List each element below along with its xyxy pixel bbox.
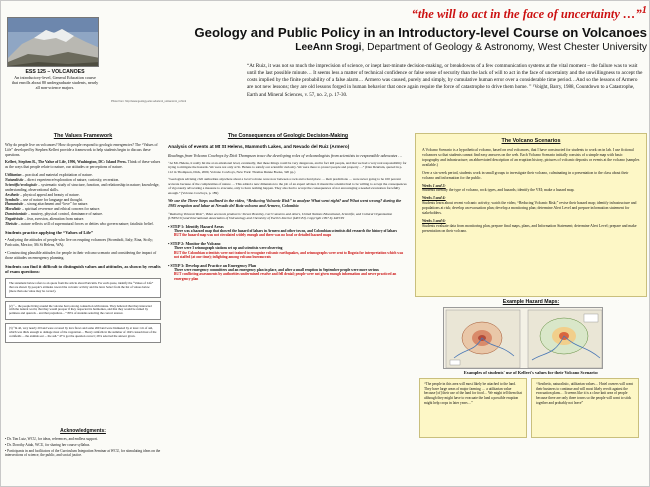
exam-question-text: (2) “... the people living around the volcano had a strong connection with nature. They believed that they interacted with the natural world, that they would prosper if they respected its harmonies, and that they would be ruined by pettiness and quarrels – and that prejudices…” 80% of students selecting the correct answer. <box>9 303 152 316</box>
value-name: Dominionistic <box>5 212 28 217</box>
values-list <box>5 173 161 226</box>
value-name: Theistic <box>5 221 18 226</box>
value-desc: – systematic study of structure, function, and relationship in nature; knowledge, understanding, observational skills. <box>5 182 160 192</box>
video-reference: “Reducing Volcanic Risk”, Video accounts producers: Steven Brantley, Carl Cameron and others, United Nations Educational, Scientific, and Cultural Organization (UNESCO) and International Association of Volcanology and Chemistry of Earth's Interior (IAVCEI). Copyright 1997 by IAVCEI <box>168 211 393 221</box>
weeks-block <box>422 196 640 216</box>
value-desc: – use of nature for language and thought. <box>20 197 83 202</box>
step-3-title: • STEP 3: Develop and Practice an Emergency Plan <box>168 262 257 268</box>
practice-item: • Constructing plausible attitudes for people in their volcano scenario and considering the impact of those attitudes on emergency planning. <box>5 251 157 260</box>
poster-main-title: Geology and Public Policy in an Introductory-level Course on Volcanoes <box>194 25 647 40</box>
scenario-description-2: Over a six-week period, students work in small groups to investigate their volcano, culminating in a presentation to the class about their volcano and information for the public. <box>422 170 629 180</box>
value-desc: – mastery, physical control, dominance of nature. <box>28 212 104 217</box>
values-intro: Why do people live on volcanoes? How do people respond to geologic emergencies? The “Values of Life” developed by Stephen Kellert provide a framework to help students begin to discuss these questions. <box>5 142 158 157</box>
step-3-wrong: BUT conflicting assessments by authorities undermined resolve and fell denial; people were not given enough information and never practiced an emergency plan <box>174 272 397 282</box>
kellert-examples-heading: Examples of students' use of Kellert's values for their Volcano Scenario: <box>463 370 599 375</box>
weeks-text: Students identify the type of volcano, rock types, and hazards; identify the VEI; make a hazard map. <box>422 188 575 193</box>
volcano-scenarios-panel <box>415 133 647 297</box>
course-title: ESS 125 – VOLCANOES <box>25 69 85 75</box>
value-name: Moralistic <box>5 207 22 212</box>
practice-heading: Students practice applying the “Values of Life” <box>5 229 94 235</box>
value-desc: – fear, aversion, alienation from nature. <box>24 216 85 221</box>
value-name: Symbolic <box>5 197 20 202</box>
acknowledgment-item: • Participants in and facilitators of the Curriculum Integration Seminar at WCU, for stimulating ideas on the intersections of science, the public, and social justice. <box>5 449 161 457</box>
exam-question-box: The statement below refers to an quote from the article about Parícutin. For each quote, identify the “Values of Life” that are shown by people’s attitudes toward the volcanic activity and the land. Select from the list of values below (more than one value may be correct). <box>5 278 161 298</box>
hazard-maps-heading: Example Hazard Maps: <box>502 299 560 305</box>
weeks-title: Weeks 5 and 6: <box>422 219 446 224</box>
exam-heading: Students can find it difficult to distinguish values and attitudes, as shown by results of exam questions: <box>5 263 161 275</box>
value-desc: – nature reflects will of supernatural forces or deities who govern nature; fatalistic belief. <box>18 221 154 226</box>
practice-item: • Analyzing the attitudes of people who live on erupting volcanoes (Stromboli, Italy; Etna, Sicily; Parícutin, Mexico; Mt St Helens, WA). <box>5 238 154 248</box>
student-example-box: “Aesthetic, naturalistic, utilitarian values… Hotel owners will want their business to continue and will most likely revolt against the evacuation plans… It seems like it is a close knit area of people because there are only three towns so the people will want to stick together and probably not leave” <box>531 378 639 438</box>
weeks-text: Students evaluate data from monitoring plan, prepare final maps, plans, and Information Statement; determine Alert Level; prepare and make presentation on their volcano. <box>422 224 637 233</box>
acknowledgment-item: • Dr. Tim Lutz, WCU, for ideas, references, and endless support. <box>5 437 98 441</box>
acknowledgments-heading: Acknowledgments: <box>60 428 106 434</box>
values-heading: The Values Framework <box>53 133 113 139</box>
photo-caption: Photo from: http://www.geology.wisc.edu/smit_volcano/mt_st.html <box>111 100 187 103</box>
value-item <box>5 222 161 227</box>
hazard-map-drawing <box>444 308 603 369</box>
cowboys-quote-2: “Geologists advising civil authorities anywhere about a local volcano were now between a rock and a hard place … their predictions … were never going to be 100 percent accurate because of the complexities of nature … This added a new dimension to the job of an expert adviser. It meant the scientist had to be willing to accept the consequences of vigorously advocating a measure to evacuate, only to have nothing happen. They also had to accept the consequences of not encouraging a needed evacuation forcefully enough.” (Volcano Cowboys, p. 189) <box>168 177 407 195</box>
value-item <box>5 183 161 193</box>
acknowledgments <box>5 428 161 459</box>
author-line <box>151 42 647 53</box>
step-2-wrong: BUT the Colombian scientists were not trained to recognize volcanic earthquakes, and seismographs were sent to Bogota for interpretation which was not staffed (at one time); infighting among volcano bureaucrats <box>174 250 404 260</box>
value-name: Aesthetic <box>5 192 20 197</box>
step-1-title: • STEP 1: Identify Hazard Areas <box>168 223 224 229</box>
step-2-title: • STEP 2: Monitor the Volcano <box>168 240 221 246</box>
hazard-map-image <box>443 307 603 369</box>
weeks-text: Students learn about recent volcanic activity; watch the video, “Reducing Volcanic Risk;” revise their hazard map; identify infrastructure and populations at risk; develop an evacuation plan; develop a monitoring plan; determine Alert Level and prepare information statement for stakeholders. <box>422 201 637 216</box>
student-example-box: “The people in this area will most likely be attached to the land. They have large areas of major farming … a utilitarian value because [of] their use of the land for food… We might tell them that although they might have to evacuate the land a possible eruption might help crops in later years…” <box>419 378 527 438</box>
author-name: LeeAnn Srogi <box>295 42 362 53</box>
exam-question-box <box>5 301 161 321</box>
step-1-right: There was a hazard map that showed the hazard of lahars in Armero and other towns, and Colombian scientists did research the history of lahars <box>174 228 397 233</box>
intro-quote-text: “At Ruiz, it was not so much the imprecision of science, or inept last-minute decision-making, or breakdowns of a few communication systems at the vital moment – the failure was to wait until the last possible minute… It seems less a matter of technical confidence or false sense of security than the lack of will to act in the face of uncertainty and the unwillingness to accept the costs implied by the finite probability of a false alarm… Armero was caused, purely and simply, by cumulative human error over a considerable time period…And so the lessons of Armero are not new lessons; they are old lessons forged in human behavior that once again require the force of catastrophe to drive them home. ” <box>247 63 643 91</box>
step-3-right: There were emergency committees and an emergency plan in place, and after a small eruption in September people were more serious <box>174 267 379 272</box>
value-desc: – physical appeal and beauty of nature. <box>20 192 80 197</box>
quote-title-text: “the will to act in the face of uncertainty …” <box>411 7 642 22</box>
exam-question-box <box>5 323 161 343</box>
weeks-title: Weeks 3 and 4: <box>422 196 446 201</box>
value-desc: – spiritual reverence and ethical concern for nature. <box>22 207 101 212</box>
kellert-citation: Kellert, Stephen R., The Value of Life, 1996, Washington, DC: Island Press. <box>5 160 127 165</box>
scenarios-heading: The Volcano Scenarios <box>501 138 561 144</box>
value-name: Utilitarian <box>5 173 22 178</box>
kellert-description: Think of these values as the ways that people relate to nature, our attitudes or perceptions of nature. <box>5 160 161 170</box>
scenario-description: A Volcano Scenario is a hypothetical volcano, based on real volcanoes, that I have constructed for students to work on in lab. I use fictional volcanoes so that students cannot find easy answers on the web. Each Volcano Scenario initially consists of a simple map with basic topography and infrastructure; an abbreviated description of an eruption history, pictures of volcanic deposits or events at the volcano (samples available.) <box>422 148 640 167</box>
step-1-wrong: BUT the hazard map was not circulated widely enough and there was no local or detailed hazard maps <box>174 233 332 238</box>
value-desc: – practical and material exploitation of nature. <box>22 173 93 178</box>
readings-intro: Readings from Volcano Cowboys by Dick Thompson trace the developing roles of volcanologists from scientists to responsible advocates … <box>168 152 403 158</box>
author-affiliation: , Department of Geology & Astronomy, West Chester University <box>361 42 647 53</box>
weeks-title: Weeks 1 and 2: <box>422 183 446 188</box>
value-desc: – direct experience/exploration of nature, curiosity, recreation. <box>24 178 120 183</box>
intro-quote <box>247 63 643 100</box>
exam-question-text: (3) “In all, very nearly 20 land were covered by lava flows and some 260 land were blanketed by at least 1 m of ash, which was thick enough to damage most of the vegetation… Heavy rainfalls in the summer of 1943 caused most of the cornfields ... the animals eat ... the ash.” 47% got the question correct; 26% selected the answer given. <box>9 326 157 338</box>
value-desc: – strong attachment and “love” for nature. <box>24 202 89 207</box>
poster-quote-title <box>331 5 647 22</box>
consequences-column <box>168 133 408 481</box>
cowboys-quote-1: “At Mt. Helens, it really hit me at an emotional level, eventually, that these things could be very dangerous, and in fact kill people, and that we had a very real responsibility for trying to mitigate the hazards. We were not only at St. Helens to satisfy our scientific curiosity. We were there to protect people and property …” (Dan Dzurisin, quoted in p. 112 in Thompson, Dick, 2000, Volcano Cowboys, New York: Thomas Dunne Books, 320 pp.) <box>168 161 407 174</box>
step-2-right: There were 3 seismograph stations set up and scientists were observing <box>174 245 283 250</box>
weeks-block <box>422 184 640 194</box>
course-description: An introductory-level, General Education course that enrolls about 80 undergraduate students, nearly all non-science majors. <box>11 75 99 90</box>
mount-st-helens-image <box>8 18 99 67</box>
consequences-heading: The Consequences of Geologic Decision-Making <box>227 133 349 139</box>
value-name: Humanistic <box>5 202 24 207</box>
value-name: Scientific/ecologistic <box>5 182 38 187</box>
analysis-subtitle: Analysis of events at Mt St Helens, Mammoth Lakes, and Nevado del Ruiz (Armero) <box>168 143 350 149</box>
kellert-reference <box>5 160 161 170</box>
value-name: Naturalistic <box>5 178 24 183</box>
acknowledgment-item: • Dr. Dorothy Attah, WCU, for sharing her course syllabus. <box>5 443 91 447</box>
weeks-block <box>422 219 640 234</box>
quote-title-footnote: 1 <box>641 5 647 16</box>
three-steps-intro: We use the Three Steps outlined in the video, “Reducing Volcanic Risk” to analyze What went right? and What went wrong? during the 1985 eruption and lahar at Nevado del Ruiz volcano and Armero, Colombia <box>168 197 402 209</box>
intro-quote-citation: ¹Voight, Barry, 1988, Countdown to a Catastrophe, Earth and Mineral Sciences, v. 57, no. 2, p. 17-30. <box>247 85 635 98</box>
value-name: Negativistic <box>5 216 24 221</box>
volcano-photo <box>7 17 99 67</box>
